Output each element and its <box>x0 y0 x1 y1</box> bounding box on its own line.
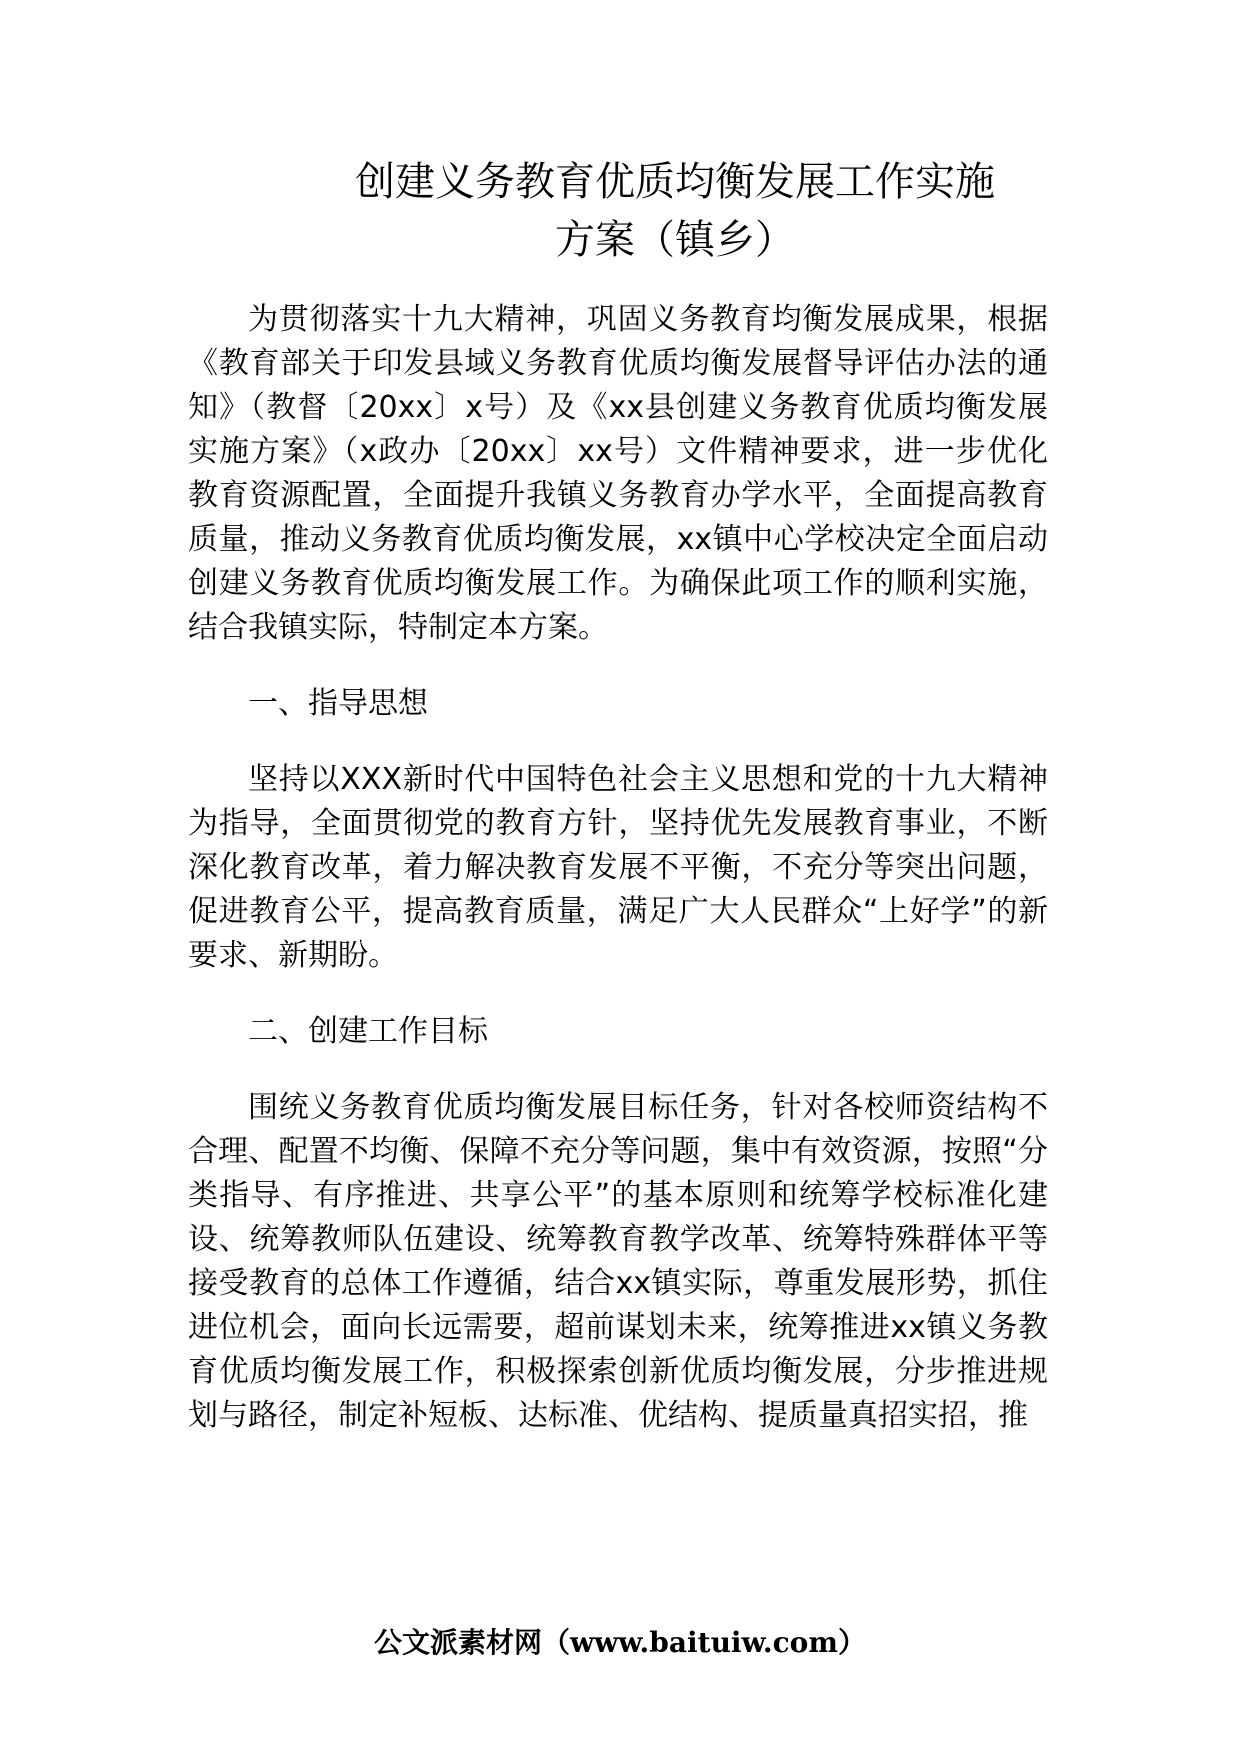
goals-paragraph: 围统义务教育优质均衡发展目标任务，针对各校师资结构不合理、配置不均衡、保障不充分等问题，集中有效资源，按照“分类指导、有序推进、共享公平”的基本原则和统筹学校标准化建设、统筹教师队伍建设、统筹教育教学改革、统筹特殊群体平等接受教育的总体工作遵循，结合xx镇实际，尊重发展形势，抓住进位机会，面向长远需要，超前谋划未来，统筹推进xx镇义务教育优质均衡发展工作，积极探索创新优质均衡发展，分步推进规划与路径，制定补短板、达标准、优结构、提质量真招实招，推 <box>188 1090 1048 1433</box>
intro-paragraph: 为贯彻落实十九大精神，巩固义务教育均衡发展成果，根据《教育部关于印发县域义务教育优质均衡发展督导评估办法的通知》（教督〔20xx〕x号）及《xx县创建义务教育优质均衡发展实施方案》（x政办〔20xx〕xx号）文件精神要求，进一步优化教育资源配置，全面提升我镇义务教育办学水平，全面提高教育质量，推动义务教育优质均衡发展，xx镇中心学校决定全面启动创建义务教育优质均衡发展工作。为确保此项工作的顺利实施，结合我镇实际，特制定本方案。 <box>188 302 1048 645</box>
title-line-2: 方案（镇乡） <box>555 217 795 263</box>
guiding-ideology-paragraph: 坚持以XXX新时代中国特色社会主义思想和党的十九大精神为指导，全面贯彻党的教育方针，坚持优先发展教育事业，不断深化教育改革，着力解决教育发展不平衡，不充分等突出问题，促进教育公平，提高教育质量，满足广大人民群众“上好学”的新要求、新期盼。 <box>188 762 1048 973</box>
document-body <box>188 298 1048 1438</box>
section-heading-guiding-ideology: 一、指导思想 <box>248 686 428 721</box>
footer-watermark: 公文派素材网（www.baituiw.com） <box>374 1626 866 1659</box>
title-line-1: 创建义务教育优质均衡发展工作实施 <box>355 159 995 205</box>
document-title <box>250 153 1100 269</box>
section-heading-goals: 二、创建工作目标 <box>248 1014 488 1049</box>
